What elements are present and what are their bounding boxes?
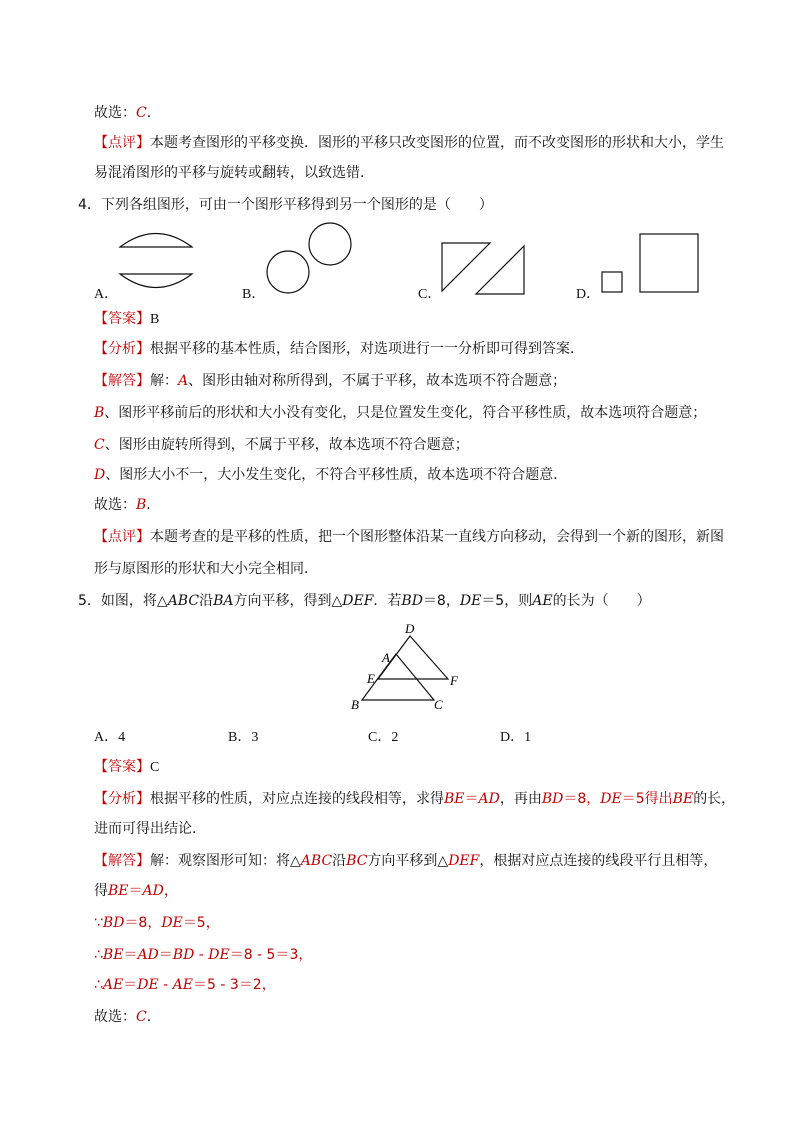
q4-stem: 4．下列各组图形，可由一个图形平移得到另一个图形的是（ ） xyxy=(78,197,493,213)
q4-answer: 【答案】B xyxy=(94,311,160,327)
label-b: B xyxy=(351,697,359,712)
label-c: C xyxy=(434,697,443,712)
q5-option-a[interactable]: A．4 xyxy=(94,730,126,745)
q5-answer: 【答案】C xyxy=(94,759,160,775)
q5-option-b[interactable]: B．3 xyxy=(228,730,259,745)
q4-analysis: 【分析】根据平移的基本性质，结合图形，对选项进行一一分析即可得到答案． xyxy=(94,341,584,357)
q5-solution-line4: ∴BE＝AD＝BD - DE＝8 - 5＝3， xyxy=(94,947,313,963)
q4-solution-line2: B、图形平移前后的形状和大小没有变化，只是位置发生变化，符合平移性质，故本选项符合题意； xyxy=(94,405,707,421)
q4-solution-line4: D、图形大小不一，大小发生变化，不符合平移性质，故本选项不符合题意． xyxy=(94,467,568,483)
q4-solution-line3: C、图形由旋转所得到，不属于平移，故本选项不符合题意； xyxy=(94,437,469,453)
prev-comment-line1: 【点评】本题考查图形的平移变换．图形的平移只改变图形的位置，而不改变图形的形状和大小，学生 xyxy=(94,135,724,151)
q5-option-d[interactable]: D．1 xyxy=(500,730,532,745)
q5-option-c[interactable]: C．2 xyxy=(368,730,399,745)
q4-option-a[interactable]: A． xyxy=(94,287,119,302)
q4-option-c[interactable]: C． xyxy=(418,287,442,302)
q5-stem: 5．如图，将△ABC沿BA方向平移，得到△DEF．若BD＝8，DE＝5，则AE的长为（ ） xyxy=(78,593,651,609)
q5-solution-line1: 【解答】解：观察图形可知：将△ABC沿BC方向平移到△DEF，根据对应点连接的线段平行且相等， xyxy=(94,853,718,869)
label-e: E xyxy=(367,671,375,686)
label-d: D xyxy=(405,621,415,636)
q4-solution-line1: 【解答】解：A、图形由轴对称所得到，不属于平移，故本选项不符合题意； xyxy=(94,373,567,389)
prev-answer-line: 故选：C. xyxy=(94,105,152,121)
q5-final: 故选：C. xyxy=(94,1009,152,1025)
label-a: A xyxy=(382,650,390,665)
label-f: F xyxy=(450,673,458,688)
q4-option-d[interactable]: D． xyxy=(576,287,601,302)
q4-final: 故选：B. xyxy=(94,497,151,513)
q5-solution-line2: 得BE＝AD， xyxy=(94,883,178,899)
q5-analysis-line2: 进而可得出结论． xyxy=(94,821,206,837)
q4-comment-line1: 【点评】本题考查的是平移的性质，把一个图形整体沿某一直线方向移动，会得到一个新的图形，新图 xyxy=(94,529,724,545)
prev-comment-line2: 易混淆图形的平移与旋转或翻转，以致选错． xyxy=(94,165,374,181)
q4-comment-line2: 形与原图形的形状和大小完全相同． xyxy=(94,561,318,577)
q5-analysis-line1: 【分析】根据平移的性质，对应点连接的线段相等，求得BE＝AD，再由BD＝8，DE＝5得出BE的长， xyxy=(94,791,736,807)
q4-option-b[interactable]: B． xyxy=(242,287,266,302)
q5-solution-line3: ∵BD＝8，DE＝5， xyxy=(94,915,220,931)
q5-solution-line5: ∴AE＝DE - AE＝5 - 3＝2， xyxy=(94,977,276,993)
